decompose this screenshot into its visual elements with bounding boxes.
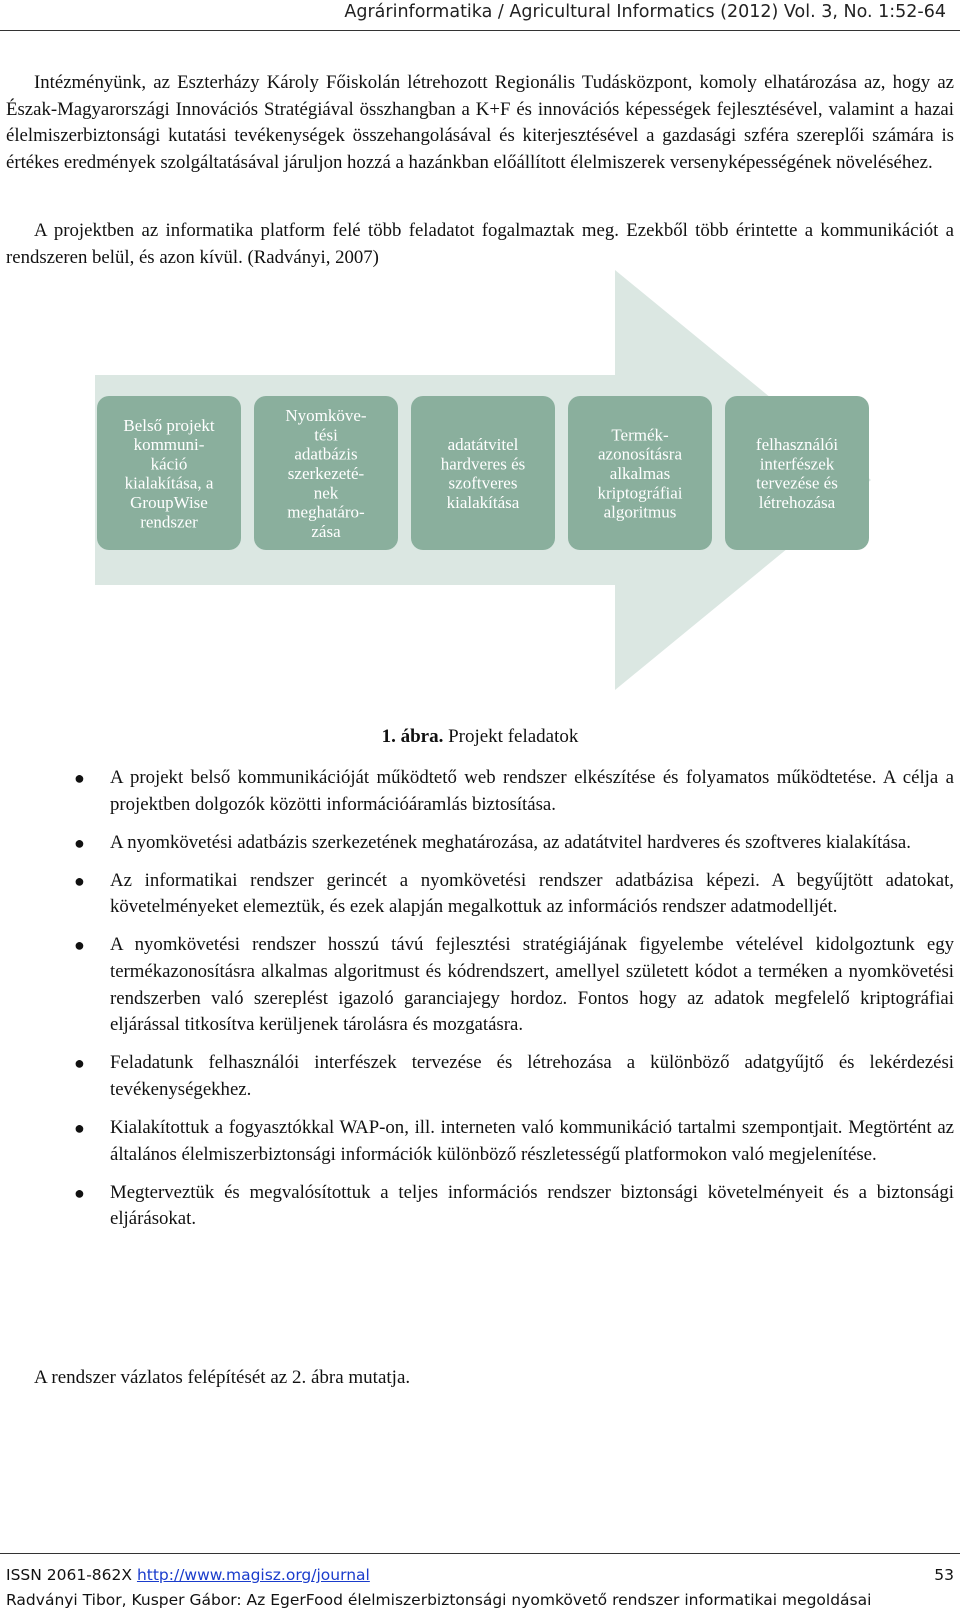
footer-issn: ISSN 2061-862X xyxy=(6,1566,137,1584)
task-bullet-list xyxy=(0,765,954,1244)
task-box-text-line: azonosításra xyxy=(597,444,683,464)
task-box-2 xyxy=(254,396,398,550)
task-box-text-line: Belső projekt xyxy=(123,415,215,435)
task-boxes xyxy=(97,396,869,550)
task-box-text-line: létrehozása xyxy=(758,492,836,512)
task-box-4 xyxy=(568,396,712,550)
bullet-item xyxy=(0,932,954,1038)
bullet-text: Feladatunk felhasználói interfészek tervezése és létrehozása a különböző adatgyűjtő és lekérdezési tevékenységekhez. xyxy=(110,1052,954,1100)
bullet-item xyxy=(0,830,954,857)
bullet-icon: ● xyxy=(74,1118,85,1139)
task-box-3 xyxy=(411,396,555,550)
footer-issn-line xyxy=(6,1566,954,1584)
task-box-text-line: Termék- xyxy=(611,425,669,445)
bullet-text: Kialakítottuk a fogyasztókkal WAP-on, ill. interneten való kommunikáció tartalmi szempontjait. Megtörtént az általános élelmiszerbiztonsági információk különböző részletességű platformokon való megjelenítése. xyxy=(110,1117,954,1165)
bullet-text: Megterveztük és megvalósítottuk a teljes információs rendszer biztonsági követelményeit és a biztonsági eljárásokat. xyxy=(110,1181,954,1230)
task-box-text-line: rendszer xyxy=(140,512,198,532)
task-box-text-line: kialakítása, a xyxy=(124,473,214,493)
task-box-text-line: hardveres és xyxy=(440,454,526,474)
task-box-text-line: alkalmas xyxy=(609,464,671,483)
bullet-item xyxy=(0,1050,954,1103)
bullet-icon: ● xyxy=(74,870,85,891)
bullet-text: A nyomkövetési rendszer hosszú távú fejlesztési stratégiájának figyelembe vételével kidolgoztunk egy termékazonosításra alkalmas algoritmust és kódrendszert, amellyel született kódot a terméken a nyomkövetési rendszerben való szereplést igazoló garanciajegy hordoz. Fontos hogy az adatok megfelelő kriptográfiai eljárással titkosítva kerüljenek tárolásra és mozgatásra. xyxy=(110,934,954,1036)
bullet-icon: ● xyxy=(74,1053,85,1074)
task-box-text-line: kialakítása xyxy=(446,492,520,512)
journal-link[interactable]: http://www.magisz.org/journal xyxy=(136,1566,370,1584)
bullet-item xyxy=(0,765,954,818)
body-paragraph-2: A projektben az informatika platform felé több feladatot fogalmaztak meg. Ezekből több érintette a kommunikációt a rendszeren belül, és azon kívül. (Radványi, 2007) xyxy=(6,220,954,268)
task-box-text-line: szoftveres xyxy=(448,473,518,493)
footer-divider xyxy=(0,1553,960,1554)
task-box-text-line: felhasználói xyxy=(755,435,839,455)
footer-authors: Radványi Tibor, Kusper Gábor: Az EgerFood élelmiszerbiztonsági nyomkövető rendszer informatikai megoldásai xyxy=(6,1591,872,1609)
bullet-text: A nyomkövetési adatbázis szerkezetének meghatározása, az adatátvitel hardveres és szoftveres kialakítása. xyxy=(110,831,911,853)
bullet-item xyxy=(0,1180,954,1233)
bullet-text: Az informatikai rendszer gerincét a nyomkövetési rendszer adatbázisa képezi. A begyűjtött adatokat, követelményeket elemeztük, és ezek alapján megalkottuk az információs rendszer adatmodelljét. xyxy=(110,869,954,918)
task-box-text-line: meghatáro- xyxy=(287,502,365,522)
task-box-text-line: tési xyxy=(314,425,338,445)
task-box-text-line: szerkezeté- xyxy=(287,464,365,483)
task-box-text-line: algoritmus xyxy=(603,502,677,522)
bullet-icon: ● xyxy=(74,1182,85,1203)
body-paragraph-1: Intézményünk, az Eszterházy Károly Főiskolán létrehozott Regionális Tudásközpont, komoly elhatározása az, hogy az Észak-Magyarországi Innovációs Stratégiával összhangban a K+F és innovációs képességek fejlesztésével, valamint a hazai élelmiszerbiztonsági kutatási tevékenységek összehangolásával és kiterjesztésével a gazdasági szféra szereplői számára is értékes eredmények szolgáltatásával járuljon hozzá a hazánkban előállított élelmiszerek versenyképességének növeléséhez. xyxy=(6,72,954,173)
figure-caption-text: Projekt feladatok xyxy=(443,726,579,747)
task-box-5 xyxy=(725,396,869,550)
bullet-icon: ● xyxy=(74,768,85,788)
task-box-text-line: interfészek xyxy=(759,454,835,474)
bullet-icon: ● xyxy=(74,935,85,956)
project-tasks-figure xyxy=(95,270,871,690)
task-box-text-line: káció xyxy=(150,454,188,474)
running-header: Agrárinformatika / Agricultural Informatics (2012) Vol. 3, No. 1:52-64 xyxy=(344,2,946,22)
bullet-icon: ● xyxy=(74,832,85,853)
task-box-text-line: GroupWise xyxy=(130,492,208,512)
figure-caption xyxy=(0,726,960,748)
task-box-text-line: nek xyxy=(313,483,339,503)
task-box-text-line: Nyomköve- xyxy=(285,406,367,426)
bullet-item xyxy=(0,868,954,921)
task-box-text-line: kommuni- xyxy=(133,435,205,455)
task-box-text-line: adatátvitel xyxy=(447,435,519,455)
bullet-text: A projekt belső kommunikációját működtető web rendszer elkészítése és folyamatos működtetése. A célja a projektben dolgozók közötti információáramlás biztosítása. xyxy=(110,767,954,815)
bullet-item xyxy=(0,1115,954,1168)
figure-caption-number: 1. ábra. xyxy=(381,726,444,747)
task-box-text-line: kriptográfiai xyxy=(597,483,683,503)
task-box-1 xyxy=(97,396,241,550)
task-box-text-line: tervezése és xyxy=(756,473,838,493)
task-box-text-line: zása xyxy=(311,521,341,541)
header-divider xyxy=(0,30,960,31)
closing-sentence: A rendszer vázlatos felépítését az 2. ábra mutatja. xyxy=(34,1367,411,1388)
task-box-text-line: adatbázis xyxy=(294,444,358,464)
page-number: 53 xyxy=(934,1566,954,1584)
